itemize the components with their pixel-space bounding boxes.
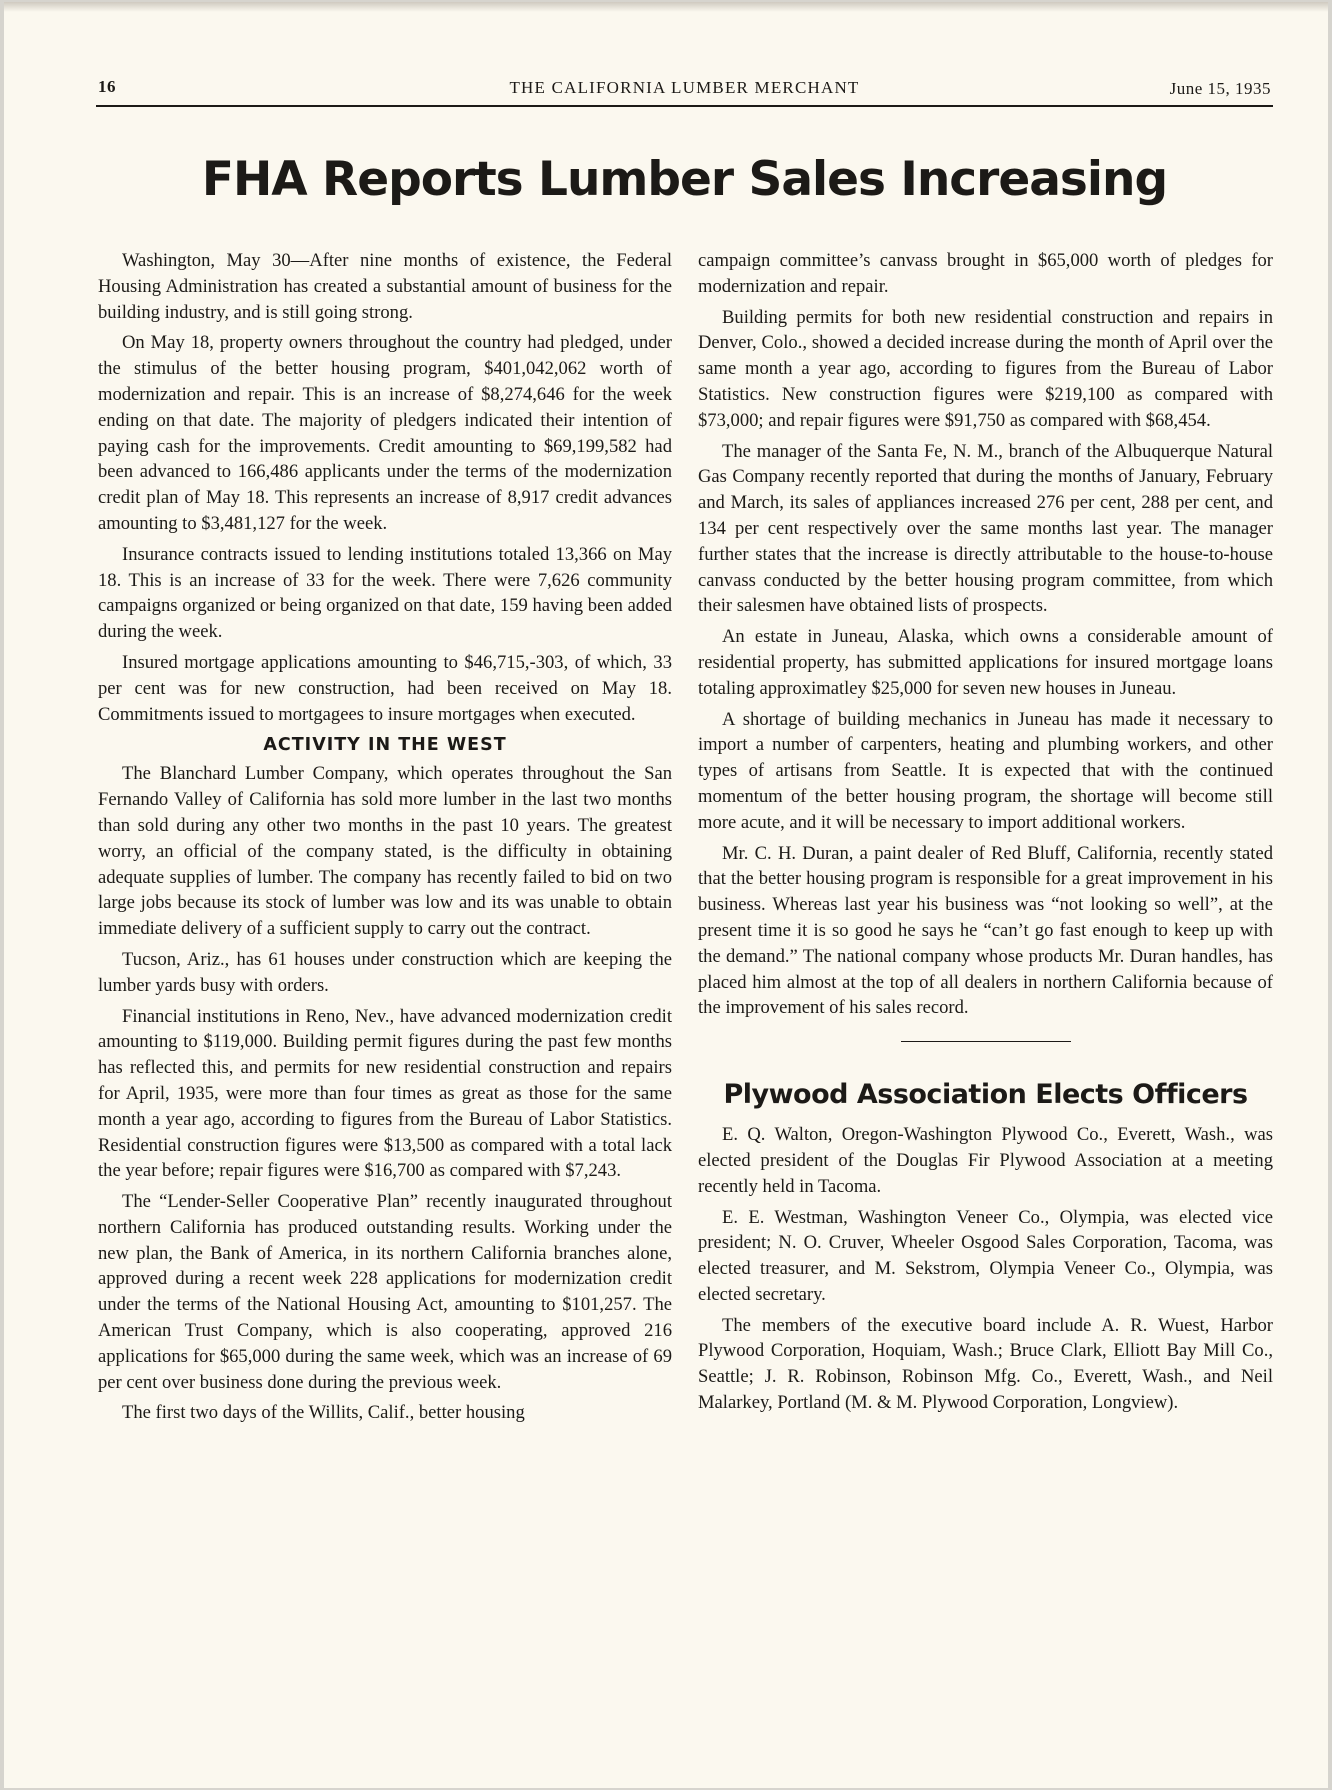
left-column (98, 248, 672, 1431)
paragraph: E. Q. Walton, Oregon-Washington Plywood Co., Everett, Wash., was elected president of the Douglas Fir Plywood Association at a meeting recently held in Tacoma. (698, 1124, 1273, 1197)
second-article-title: Plywood Association Elects Officers (723, 1079, 1248, 1111)
paragraph: The Blanchard Lumber Company, which operates throughout the San Fernando Valley of California has sold more lumber in the last two months than sold during any other two months in the past 10 years. The greatest worry, an official of the company stated, is the difficulty in obtaining adequate supplies of lumber. The company has recently failed to bid on two large jobs because its stock of lumber was low and its was unable to obtain immediate delivery of a sufficient supply to carry out the contract. (98, 763, 672, 940)
paragraph: The members of the executive board include A. R. Wuest, Harbor Plywood Corporation, Hoquiam, Wash.; Bruce Clark, Elliott Bay Mill Co., Seattle; J. R. Robinson, Robinson Mfg. Co., Everett, Wash., and Neil Malarkey, Portland (M. & M. Plywood Corporation, Longview). (698, 1314, 1273, 1414)
section-divider (901, 1041, 1071, 1042)
masthead: THE CALIFORNIA LUMBER MERCHANT (509, 78, 860, 97)
paragraph: The first two days of the Willits, Calif., better housing (122, 1402, 525, 1424)
paragraph: On May 18, property owners throughout the country had pledged, under the stimulus of the better housing program, $401,042,062 worth of modernization and repair. This is an increase of $8,274,646 for the week ending on that date. The majority of pledgers indicated their intention of paying cash for the improvements. Credit amounting to $69,199,582 had been advanced to 166,486 applicants under the terms of the modernization credit plan of May 18. This represents an increase of 8,917 credit advances amounting to $3,481,127 for the week. (98, 332, 672, 534)
section-subheading: ACTIVITY IN THE WEST (263, 735, 507, 756)
paragraph: Insurance contracts issued to lending institutions totaled 13,366 on May 18. This is an increase of 33 for the week. There were 7,626 community campaigns organized or being organized on that date, 159 having been added during the week. (98, 543, 672, 643)
paragraph: A shortage of building mechanics in Juneau has made it necessary to import a number of carpenters, heating and plumbing workers, and other types of artisans from Seattle. It is expected that with the continued momentum of the better housing program, the shortage will become still more acute, and it will be necessary to import additional workers. (698, 708, 1273, 833)
paragraph: E. E. Westman, Washington Veneer Co., Olympia, was elected vice president; N. O. Cruver, Wheeler Osgood Sales Corporation, Tacoma, was elected treasurer, and M. Sekstrom, Olympia Veneer Co., Olympia, was elected secretary. (698, 1206, 1273, 1305)
paragraph: Washington, May 30—After nine months of existence, the Federal Housing Administration has created a substantial amount of business for the building industry, and is still going strong. (98, 250, 672, 323)
scan-edge (4, 2, 1328, 12)
paragraph: Financial institutions in Reno, Nev., have advanced modernization credit amounting to $119,000. Building permit figures during the past few months has reflected this, and permits for new residential construction and repairs for April, 1935, were more than four times as great as those for the same month a year ago, according to figures from the Bureau of Labor Statistics. Residential construction figures were $13,500 as compared with a total lack the year before; repair figures were $16,700 as compared with $7,243. (98, 1005, 672, 1182)
paragraph: The “Lender-Seller Cooperative Plan” recently inaugurated throughout northern California has produced outstanding results. Working under the new plan, the Bank of America, in its northern California branches alone, approved during a recent week 228 applications for modernization credit under the terms of the National Housing Act, amounting to $101,257. The American Trust Company, which is also cooperating, approved 216 applications for $65,000 during the same week, which was an increase of 69 per cent over business done during the previous week. (98, 1191, 672, 1393)
paragraph: Mr. C. H. Duran, a paint dealer of Red Bluff, California, recently stated that the better housing program is responsible for a great improvement in his business. Whereas last year his business was “not looking so well”, at the present time it is so good he says he “can’t go fast enough to keep up with the demand.” The national company whose products Mr. Duran handles, has placed him almost at the top of all dealers in northern California because of the improvement of his sales record. (698, 842, 1273, 1019)
paragraph: Tucson, Ariz., has 61 houses under construction which are keeping the lumber yards busy with orders. (98, 948, 672, 996)
continued-paragraph: campaign committee’s canvass brought in $65,000 worth of pledges for modernization and repair. (698, 250, 1273, 297)
paragraph: An estate in Juneau, Alaska, which owns a considerable amount of residential property, has submitted applications for insured mortgage loans totaling approximatley $25,000 for seven new houses in Juneau. (698, 626, 1273, 699)
paragraph: Insured mortgage applications amounting to $46,715,-303, of which, 33 per cent was for new construction, had been received on May 18. Commitments issued to mortgagees to insure mortgages when executed. (98, 651, 672, 725)
paragraph: The manager of the Santa Fe, N. M., branch of the Albuquerque Natural Gas Company recently reported that during the months of January, February and March, its sales of appliances increased 276 per cent, 288 per cent, and 134 per cent respectively over the same months last year. The manager further states that the increase is directly attributable to the house-to-house canvass conducted by the better housing program committee, from which their salesmen have obtained lists of prospects. (698, 440, 1273, 617)
magazine-page (4, 2, 1328, 1788)
right-column (698, 248, 1273, 1421)
page-number: 16 (98, 77, 116, 96)
article-title: FHA Reports Lumber Sales Increasing (201, 152, 1168, 207)
paragraph: Building permits for both new residential construction and repairs in Denver, Colo., showed a decided increase during the month of April over the same month a year ago, according to figures from the Bureau of Labor Statistics. New construction figures were $219,100 as compared with $73,000; and repair figures were $91,750 as compared with $68,454. (698, 306, 1273, 431)
page-header (96, 73, 1273, 107)
issue-date: June 15, 1935 (1169, 79, 1271, 98)
